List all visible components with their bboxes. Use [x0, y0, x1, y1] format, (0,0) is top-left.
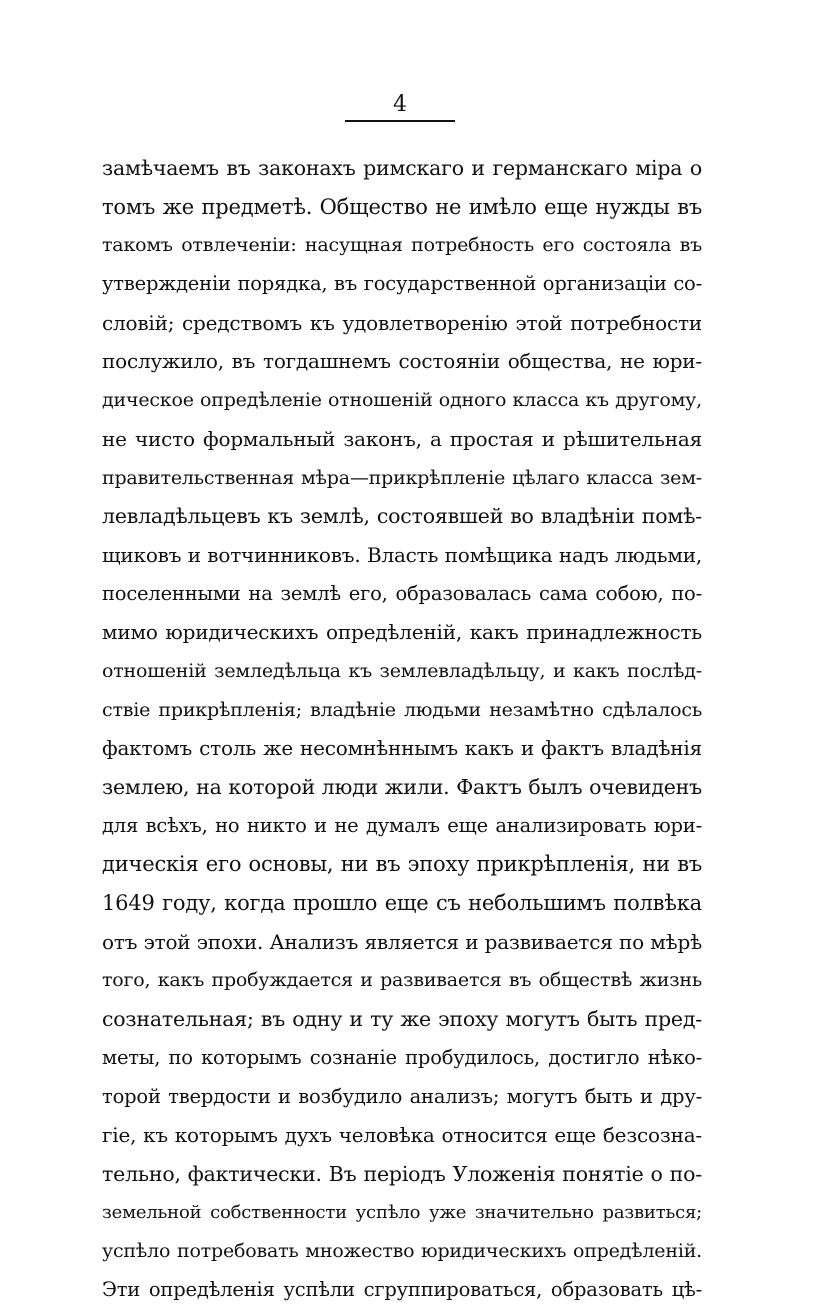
- text-line: мимо юридическихъ опредѣленій, какъ принадлежность: [102, 620, 702, 645]
- text-line: землею, на которой люди жили. Фактъ былъ очевиденъ: [102, 775, 702, 799]
- text-line: левладѣльцевъ къ землѣ, состоявшей во владѣніи помѣ-: [102, 504, 702, 529]
- text-line: щиковъ и вотчинниковъ. Власть помѣщика надъ людьми,: [102, 542, 702, 567]
- text-line: тельно, фактически. Въ періодъ Уложенія понятіе о по-: [102, 1161, 702, 1186]
- text-line: замѣчаемъ въ законахъ римскаго и германскаго міра о: [102, 156, 702, 180]
- text-line: торой твердости и возбудило анализъ; могутъ быть и дру-: [102, 1084, 702, 1108]
- text-line: дическое опредѣленіе отношеній одного класса къ другому,: [102, 389, 702, 412]
- text-line: успѣло потребовать множество юридическихъ опредѣленій.: [102, 1240, 702, 1263]
- text-line: гіе, къ которымъ духъ человѣка относится еще безсозна-: [102, 1123, 702, 1148]
- body-text: [102, 149, 702, 1310]
- text-line: словій; средствомъ къ удовлетворенію этой потребности: [102, 310, 702, 335]
- text-line: земельной собственности успѣло уже значительно развиться;: [102, 1201, 702, 1223]
- text-line: Эти опредѣленія успѣли сгруппироваться, образовать цѣ-: [102, 1277, 702, 1301]
- header-rule: [345, 120, 455, 122]
- text-line: того, какъ пробуждается и развивается въ обществѣ жизнь: [102, 969, 702, 992]
- text-line: послужило, въ тогдашнемъ состояніи общества, не юри-: [102, 349, 702, 374]
- text-line: такомъ отвлеченіи: насущная потребность его состояла въ: [102, 234, 702, 257]
- text-line: правительственная мѣра—прикрѣпленіе цѣлаго класса зем-: [102, 466, 702, 489]
- text-line: дическія его основы, ни въ эпоху прикрѣпленія, ни въ: [102, 852, 702, 877]
- text-line: 1649 году, когда прошло еще съ небольшимъ полвѣка: [102, 891, 702, 916]
- text-line: для всѣхъ, но никто и не думалъ еще анализировать юри-: [102, 813, 702, 837]
- text-line: отношеній земледѣльца къ землевладѣльцу, и какъ послѣд-: [102, 659, 702, 682]
- text-line: меты, по которымъ сознаніе пробудилось, достигло нѣко-: [102, 1045, 702, 1069]
- text-line: фактомъ столь же несомнѣннымъ какъ и фактъ владѣнія: [102, 736, 702, 761]
- text-line: сознательная; въ одну и ту же эпоху могутъ быть пред-: [102, 1007, 702, 1032]
- page-number: 4: [393, 92, 407, 117]
- text-line: утвержденіи порядка, въ государственной организаціи со-: [102, 272, 702, 296]
- text-line: не чисто формальный законъ, а простая и рѣшительная: [102, 426, 702, 451]
- text-line: ствіе прикрѣпленія; владѣніе людьми незамѣтно сдѣлалось: [102, 698, 702, 721]
- text-line: отъ этой эпохи. Анализъ является и развивается по мѣрѣ: [102, 929, 702, 954]
- text-line: томъ же предметѣ. Общество не имѣло еще нужды въ: [102, 194, 702, 219]
- text-line: поселенными на землѣ его, образовалась сама собою, по-: [102, 581, 702, 605]
